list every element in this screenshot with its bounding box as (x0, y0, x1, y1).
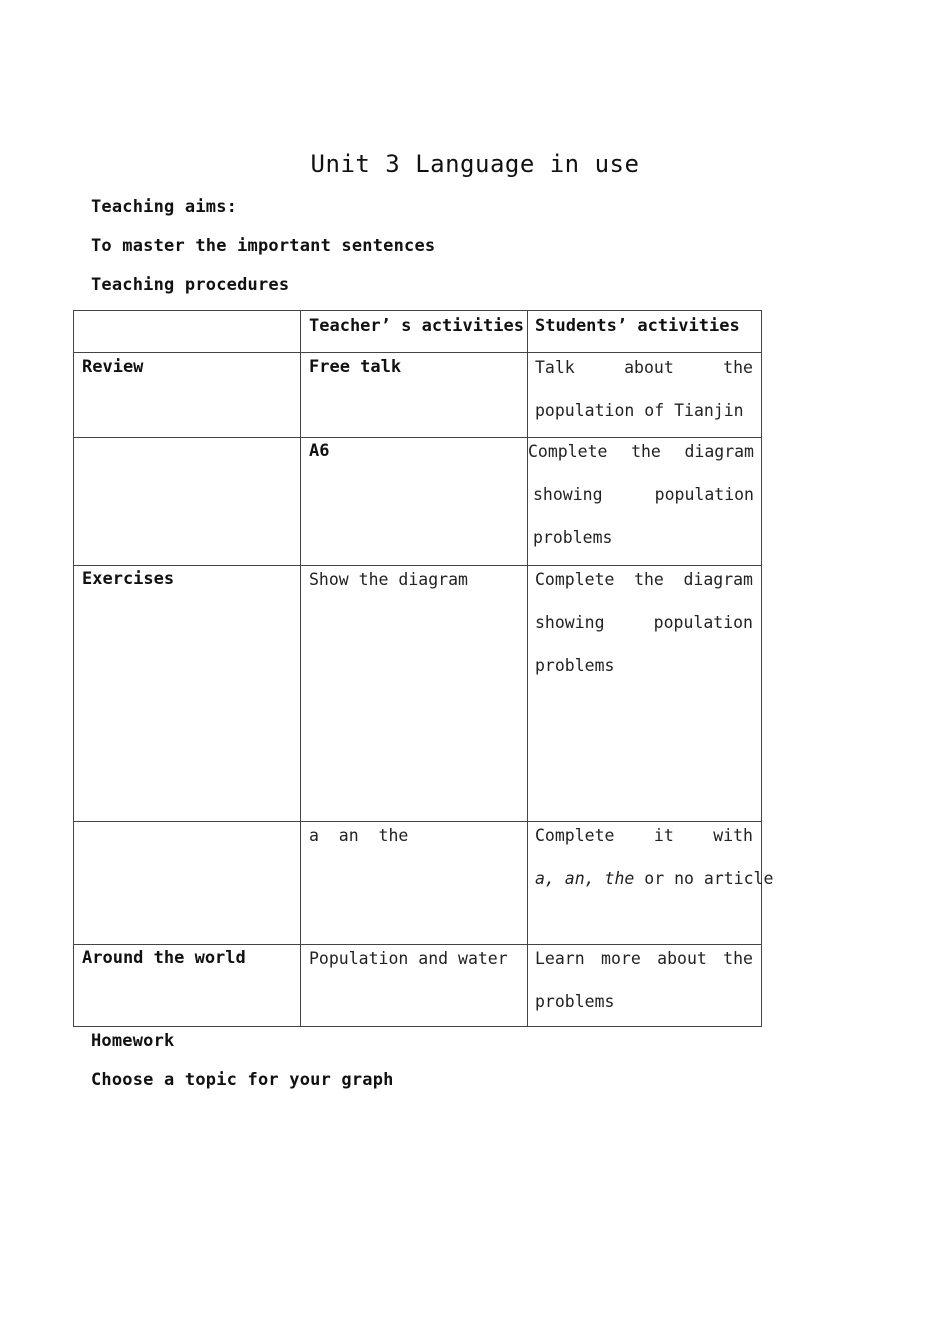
procedures-table (73, 310, 774, 1027)
row-exercises-student-line1 (535, 558, 753, 601)
homework-heading: Homework (91, 1031, 175, 1051)
row-review-student-line2: population of Tianjin (535, 401, 744, 420)
column-divider (300, 311, 301, 1026)
word: Complete (535, 826, 615, 845)
word: about (657, 949, 707, 968)
header-teacher-activities: Teacher’ s activities (309, 316, 524, 336)
row-review-teacher: Free talk (309, 357, 402, 377)
row-around-world-student-line2: problems (535, 992, 615, 1011)
word: Talk (535, 358, 575, 377)
homework-text: Choose a topic for your graph (91, 1070, 394, 1090)
row-exercises-student-line3: problems (535, 656, 615, 675)
word: Learn (535, 949, 585, 968)
word: diagram (683, 570, 753, 589)
row-a6-student-line3: problems (533, 528, 613, 547)
row-articles-student-line1 (535, 814, 753, 857)
word: population (654, 485, 754, 504)
row-articles-teacher: a an the (309, 826, 409, 845)
articles-italic: a, an, the (535, 869, 635, 888)
row-around-world-teacher: Population and water (309, 949, 508, 968)
teaching-aims-heading: Teaching aims: (91, 197, 238, 217)
row-exercises-stage: Exercises (82, 569, 175, 589)
row-review-student-line1 (535, 346, 753, 389)
word: the (723, 949, 753, 968)
word: the (631, 442, 661, 461)
row-exercises-teacher: Show the diagram (309, 570, 468, 589)
row-articles-student-line2 (535, 857, 773, 900)
procedures-heading: Teaching procedures (91, 275, 290, 295)
word: with (713, 826, 753, 845)
word: showing (533, 485, 603, 504)
row-a6-student-line2 (533, 473, 754, 516)
word: more (601, 949, 641, 968)
page-title: Unit 3 Language in use (310, 150, 640, 178)
word: the (723, 358, 753, 377)
row-a6-student-line1 (528, 430, 754, 473)
word: it (653, 826, 674, 845)
row-around-world-student-line1 (535, 937, 753, 980)
word: diagram (684, 442, 754, 461)
word: about (624, 358, 674, 377)
word: Complete (528, 442, 608, 461)
row-exercises-student-line2 (535, 601, 753, 644)
articles-rest: or no article (634, 869, 774, 888)
column-divider (527, 311, 528, 1026)
row-a6-teacher: A6 (309, 441, 330, 461)
header-students-activities: Students’ activities (535, 316, 740, 336)
teaching-aims-text: To master the important sentences (91, 236, 436, 256)
row-around-world-stage: Around the world (82, 948, 246, 968)
word: Complete (535, 570, 615, 589)
word: showing (535, 613, 605, 632)
word: the (634, 570, 664, 589)
word: population (653, 613, 753, 632)
row-review-stage: Review (82, 357, 144, 377)
